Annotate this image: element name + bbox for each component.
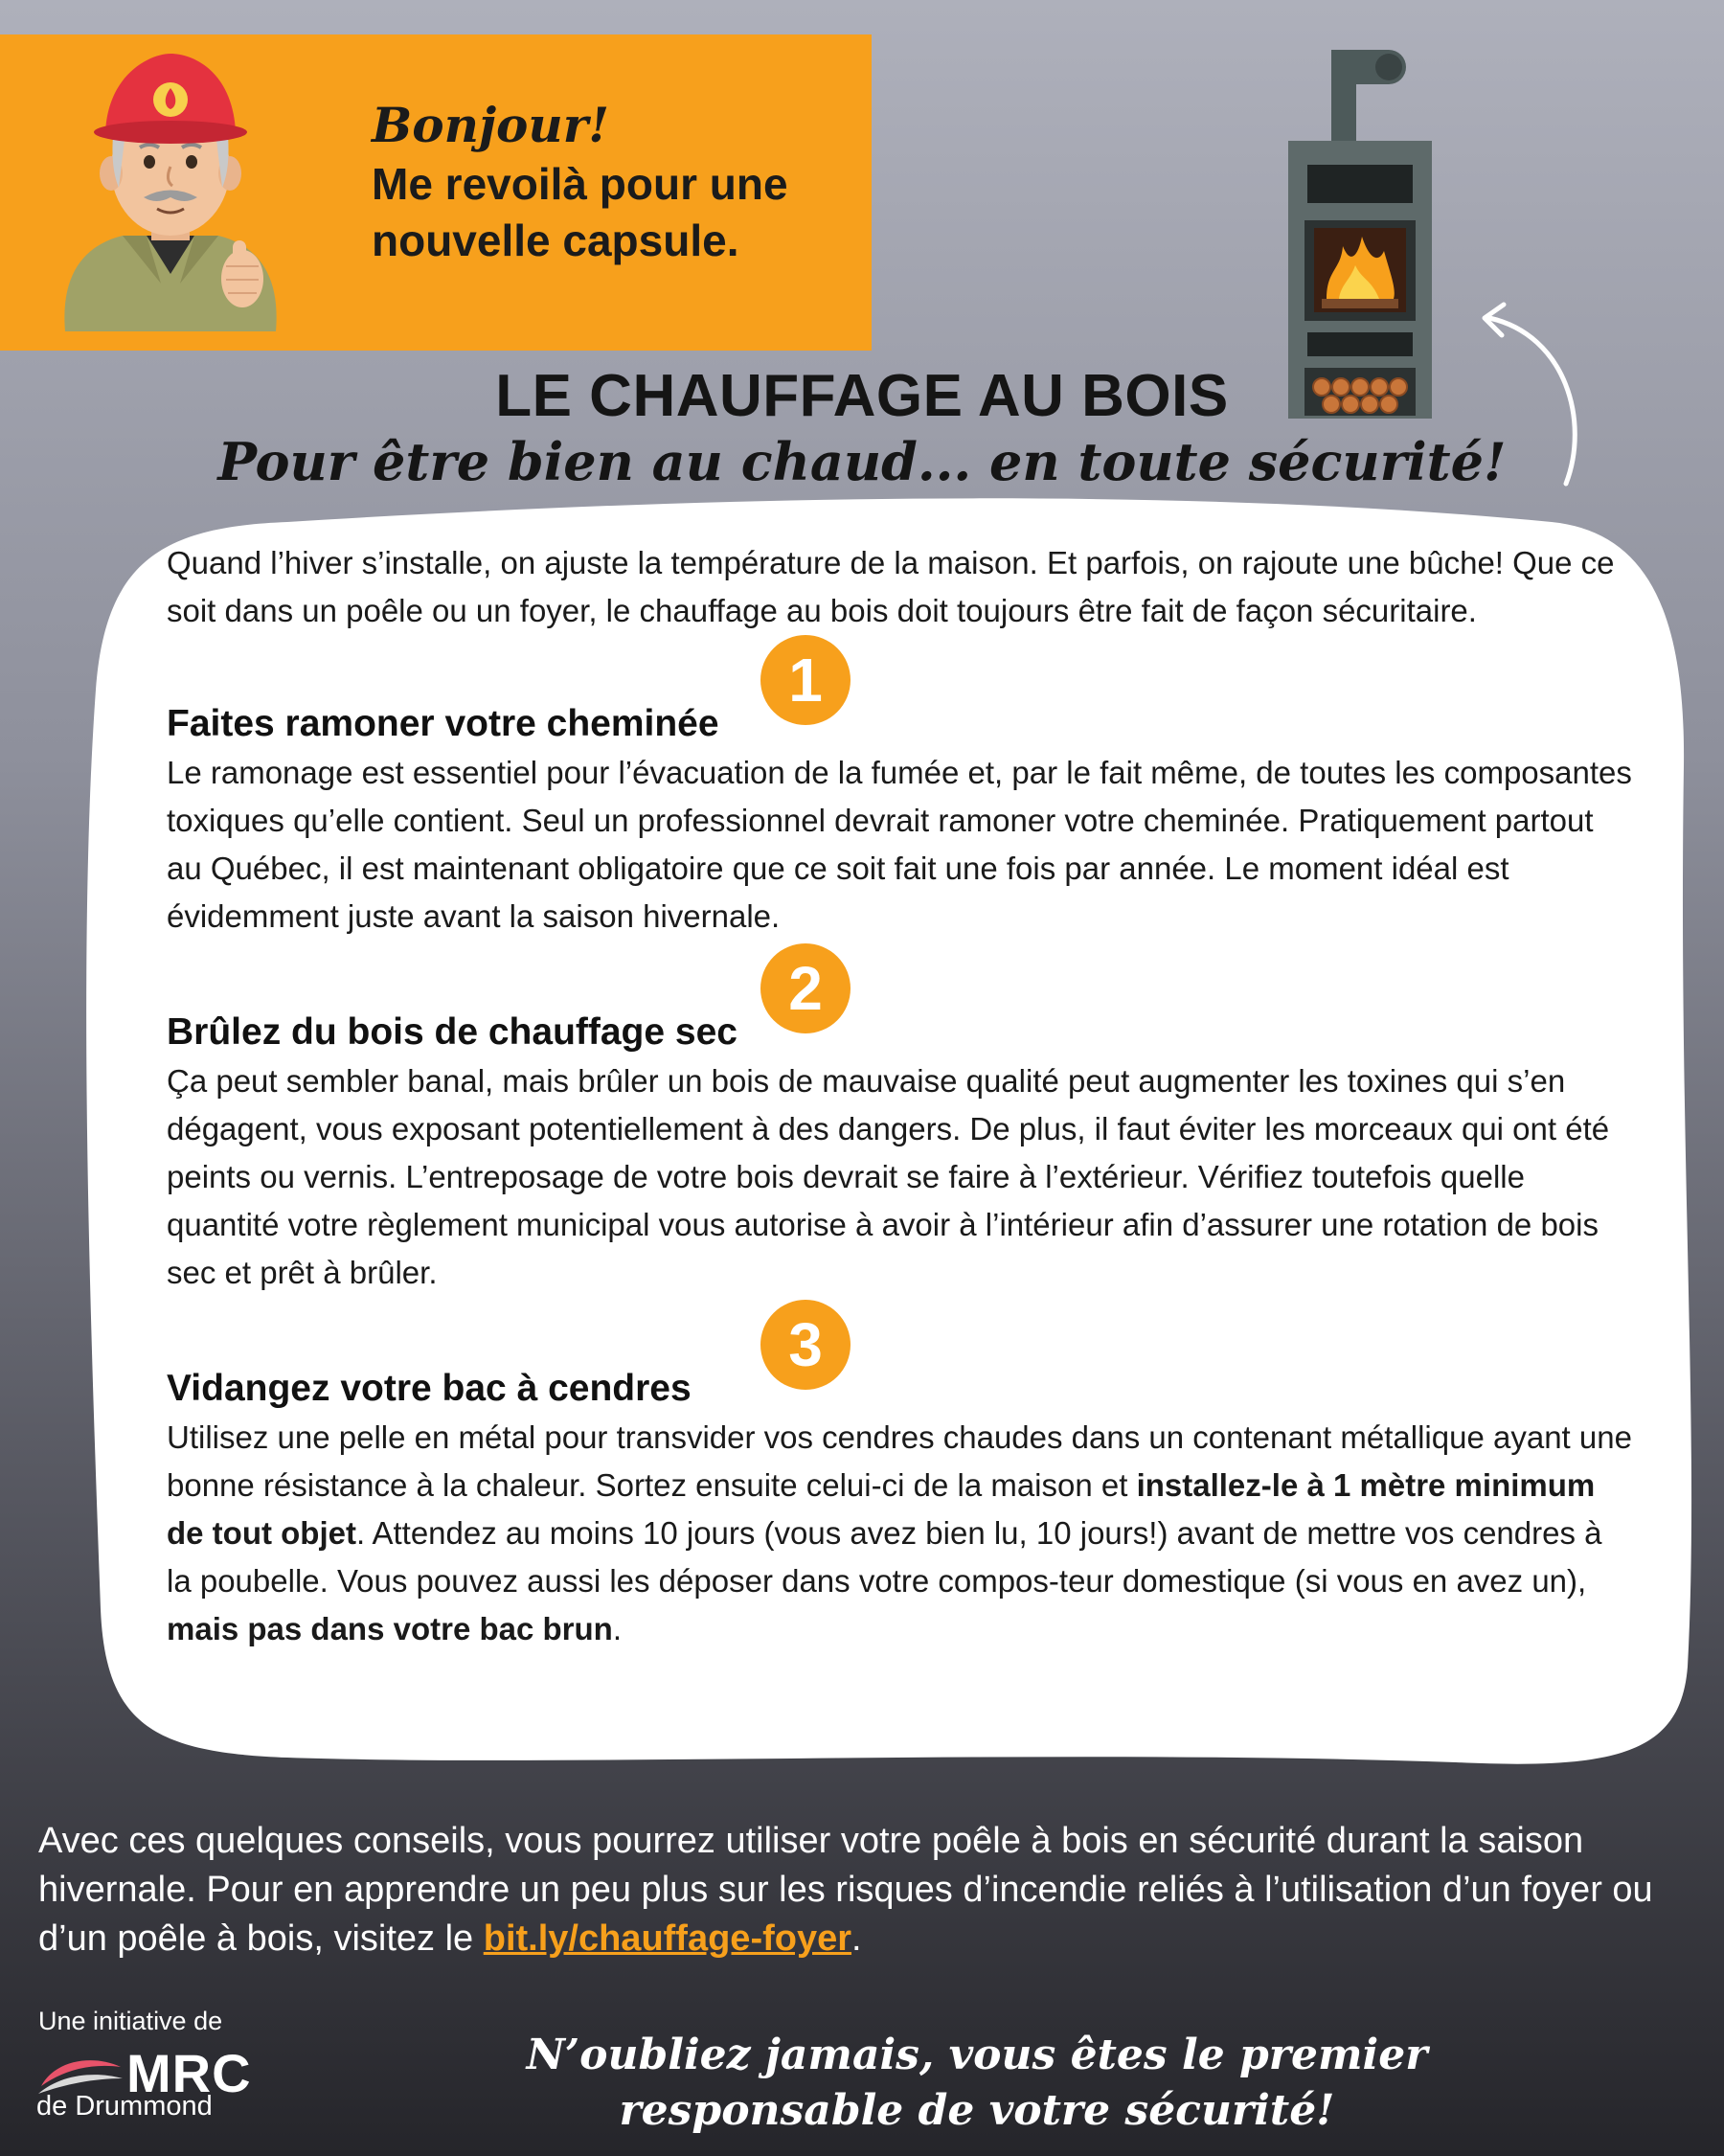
body-emphasis: installez-le à 1 mètre minimum de tout objet <box>167 1467 1596 1551</box>
firefighter-illustration <box>56 44 285 341</box>
page-subtitle: Pour être bien au chaud... en toute sécurité! <box>217 431 1507 492</box>
section-body: Ça peut sembler banal, mais brûler un bois de mauvaise qualité peut augmenter les toxines qui s’en dégagent, vous exposant potentiellement à des dangers. De plus, il faut éviter les morceaux qui ont été peints ou vernis. L’entreposage de votre bois devrait se faire à l’extérieur. Vérifiez toutefois quelle quantité votre règlement municipal vous autorise à avoir à l’intérieur afin d’assurer une rotation de bois sec et prêt à brûler. <box>167 1063 1610 1290</box>
section-heading: Brûlez du bois de chauffage sec <box>167 1011 737 1053</box>
greeting-line-1: Me revoilà pour une <box>372 158 788 209</box>
slogan-line-2: responsable de votre sécurité! <box>619 2086 1335 2135</box>
page-title: LE CHAUFFAGE AU BOIS <box>495 363 1229 429</box>
content-body <box>167 539 1632 1653</box>
step-number-badge: 1 <box>760 635 851 725</box>
mrc-logo <box>36 2043 257 2124</box>
section-1 <box>167 646 1632 941</box>
logo-main: MRC <box>126 2043 252 2103</box>
section-body <box>167 1414 1632 1653</box>
body-text: . <box>612 1611 622 1646</box>
greeting-text <box>372 96 851 270</box>
footer-text: Avec ces quelques conseils, vous pourrez utiliser votre poêle à bois en sécurité durant la saison hivernale. Pour en apprendre un peu plus sur les risques d’incendie reliés à l’utilisation d’un foyer ou d’un poêle à bois, visitez le <box>38 1821 1653 1959</box>
initiative-label: Une initiative de <box>38 2007 223 2035</box>
step-number-badge: 3 <box>760 1300 851 1390</box>
section-heading: Faites ramoner votre cheminée <box>167 703 719 744</box>
section-2 <box>167 954 1632 1297</box>
footer-end: . <box>851 1918 862 1959</box>
body-text: Utilisez une pelle en métal pour transvider vos cendres chaudes dans un contenant métallique ayant une bonne résistance à la chaleur. Sortez ensuite celui-ci de la maison et <box>167 1419 1632 1503</box>
intro-paragraph: Quand l’hiver s’installe, on ajuste la température de la maison. Et parfois, on rajoute une bûche! Que ce soit dans un poêle ou un foyer, le chauffage au bois doit toujours être fait de façon sécuritaire. <box>167 545 1615 628</box>
greeting-line-2: nouvelle capsule. <box>372 216 739 266</box>
info-link[interactable]: bit.ly/chauffage-foyer <box>483 1918 852 1959</box>
slogan <box>402 2028 1552 2139</box>
slogan-line-1: N’oubliez jamais, vous êtes le premier <box>526 2031 1428 2079</box>
section-heading: Vidangez votre bac à cendres <box>167 1368 692 1409</box>
body-emphasis: mais pas dans votre bac brun <box>167 1611 613 1646</box>
logo-sub: de Drummond <box>36 2091 213 2122</box>
greeting-hello: Bonjour! <box>372 97 610 153</box>
section-body: Le ramonage est essentiel pour l’évacuation de la fumée et, par le fait même, de toutes les composantes toxiques qu’elle contient. Seul un professionnel devrait ramoner votre cheminée. Pratiquement partout au Québec, il est maintenant obligatoire que ce soit fait une fois par année. Le moment idéal est évidemment juste avant la saison hivernale. <box>167 755 1632 934</box>
footer-paragraph <box>38 1817 1705 1963</box>
body-text: . Attendez au moins 10 jours (vous avez bien lu, 10 jours!) avant de mettre vos cendres à la poubelle. Vous pouvez aussi les déposer dans votre compos-teur domestique (si vous en avez un), <box>167 1515 1602 1599</box>
step-number-badge: 2 <box>760 943 851 1033</box>
section-3 <box>167 1310 1632 1653</box>
